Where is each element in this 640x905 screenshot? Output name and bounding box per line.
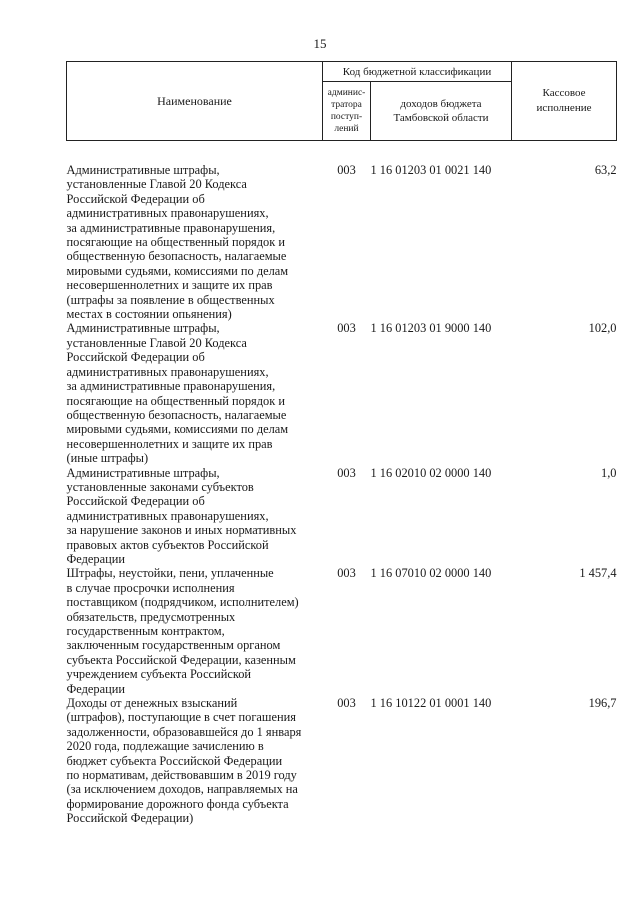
row-name: Административные штрафы, установленные Главой 20 Кодекса Российской Федерации об административных правонарушениях, за административные правонарушения, посягающие на общественный порядок и общественную безопасность, налагаемые мировыми судьями, комиссиями по делам несовершеннолетних и защите их прав (иные штрафы): [66, 321, 289, 466]
header-code-group: Код бюджетной классификации: [323, 62, 512, 82]
budget-table: [66, 61, 617, 826]
row-admin-code: 003: [337, 696, 356, 711]
header-income: доходов бюджета Тамбовской области: [371, 82, 512, 141]
table-row: [67, 566, 617, 696]
row-name: Штрафы, неустойки, пени, уплаченные в случае просрочки исполнения поставщиком (подрядчиком, исполнителем) обязательств, предусмотренных государственным контрактом, заключенным государственным органом субъекта Российской Федерации, казенным учреждением субъекта Российской Федерации: [66, 566, 299, 696]
table-body: [67, 141, 617, 826]
row-amount: 102,0: [588, 321, 617, 336]
row-amount: 1 457,4: [579, 566, 617, 581]
row-admin-code: 003: [337, 321, 356, 336]
row-income-code: 1 16 10122 01 0001 140: [370, 696, 492, 711]
row-admin-code: 003: [337, 163, 356, 177]
table-row: [67, 466, 617, 567]
table-row: [67, 141, 617, 322]
row-income-code: 1 16 02010 02 0000 140: [370, 465, 492, 480]
header-cash-execution: Кассовое исполнение: [512, 62, 617, 141]
header-name: Наименование: [67, 62, 323, 141]
row-admin-code: 003: [337, 465, 356, 480]
row-name: Административные штрафы, установленные законами субъектов Российской Федерации об административных правонарушениях, за нарушение законов и иных нормативных правовых актов субъектов Российской Федерации: [66, 465, 297, 566]
row-amount: 1,0: [601, 465, 617, 480]
row-name: Административные штрафы, установленные Главой 20 Кодекса Российской Федерации об административных правонарушениях, за административные правонарушения, посягающие на общественный порядок и общественную безопасность, налагаемые мировыми судьями, комиссиями по делам несовершеннолетних и защите их прав (штрафы за появление в общественных местах в состоянии опьянения): [66, 163, 289, 322]
header-admin: админис- тратора поступ- лений: [323, 82, 371, 141]
table-row: [67, 321, 617, 465]
row-income-code: 1 16 01203 01 9000 140: [370, 321, 492, 336]
page-number: 15: [313, 36, 327, 51]
row-admin-code: 003: [337, 566, 356, 581]
table-row: [67, 696, 617, 826]
row-income-code: 1 16 07010 02 0000 140: [370, 566, 492, 581]
row-income-code: 1 16 01203 01 0021 140: [370, 163, 492, 177]
row-amount: 196,7: [588, 696, 617, 711]
row-amount: 63,2: [594, 163, 617, 177]
row-name: Доходы от денежных взысканий (штрафов), поступающие в счет погашения задолженности, образовавшейся до 1 января 2020 года, подлежащие зачислению в бюджет субъекта Российской Федерации по нормативам, действовавшим в 2019 году (за исключением доходов, направляемых на формирование дорожного фонда субъекта Российской Федерации): [66, 696, 302, 826]
